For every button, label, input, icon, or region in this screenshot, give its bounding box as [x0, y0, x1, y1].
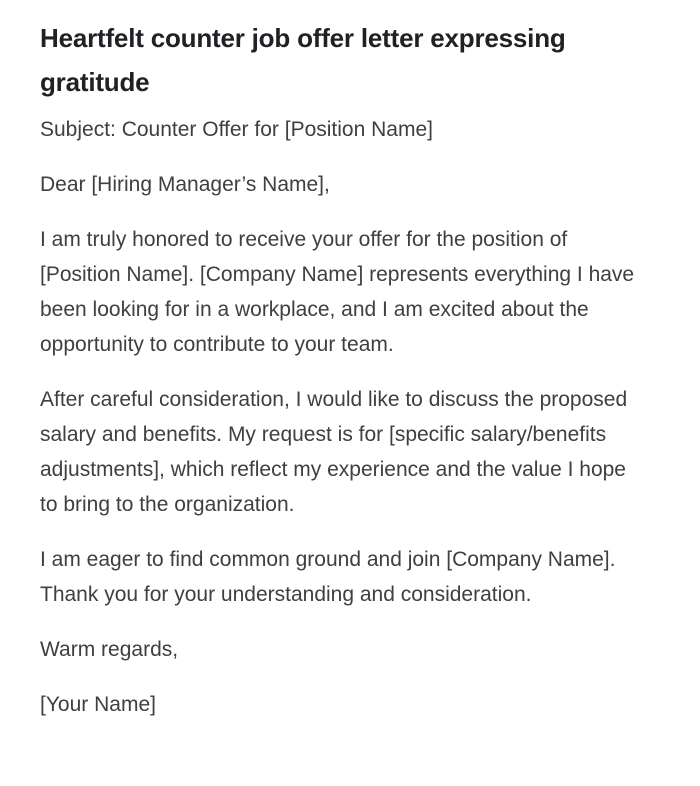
paragraph-gratitude: I am truly honored to receive your offer for the position of [Position Name]. [Company Name] represents everything I have been looking for in a workplace, and I am excited about the opportunity to contribute to your team.	[40, 228, 635, 356]
closing: Warm regards,	[40, 638, 179, 661]
page-title: Heartfelt counter job offer letter expressing gratitude	[40, 23, 566, 97]
paragraph-counter-request: After careful consideration, I would like to discuss the proposed salary and benefits. My request is for [specific salary/benefits adjustments], which reflect my experience and the value I hope to bring to the organization.	[40, 388, 628, 516]
signature-placeholder: [Your Name]	[40, 693, 156, 716]
letter-content	[40, 16, 635, 722]
document-page	[0, 16, 700, 786]
subject-line: Subject: Counter Offer for [Position Name]	[40, 118, 433, 141]
salutation: Dear [Hiring Manager’s Name],	[40, 173, 330, 196]
paragraph-closing-appeal: I am eager to find common ground and join [Company Name]. Thank you for your understanding and consideration.	[40, 548, 616, 606]
